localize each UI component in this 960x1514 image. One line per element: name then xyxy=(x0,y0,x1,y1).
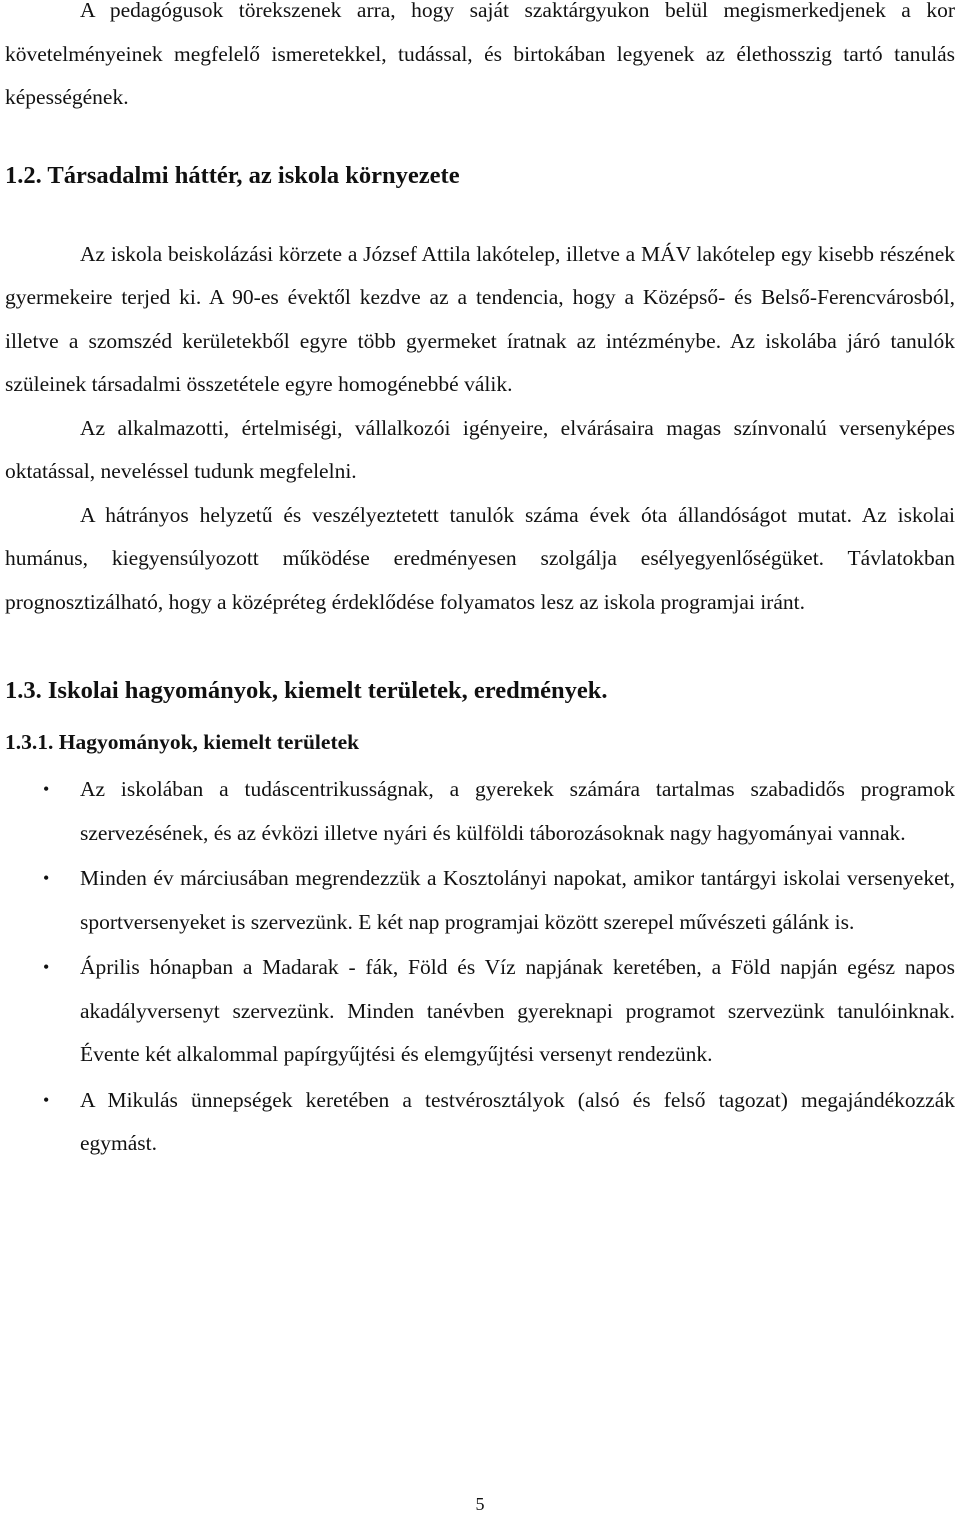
document-page xyxy=(5,0,955,1166)
section-1-2-paragraph-2: Az alkalmazotti, értelmiségi, vállalkozói igényeire, elvárásaira magas színvonalú versenyképes oktatással, neveléssel tudunk megfelelni. xyxy=(5,415,955,483)
list-item xyxy=(5,857,955,944)
intro-paragraph: A pedagógusok törekszenek arra, hogy saját szaktárgyukon belül megismerkedjenek a kor követelményeinek megfelelő ismeretekkel, tudással, és birtokában legyenek az élethosszig tartó tanulás képességének. xyxy=(5,0,955,109)
list-item xyxy=(5,1079,955,1166)
section-1-3-1-subheading: 1.3.1. Hagyományok, kiemelt területek xyxy=(5,730,360,754)
list-item xyxy=(5,946,955,1077)
bullet-icon: • xyxy=(43,957,50,977)
page-number: 5 xyxy=(475,1494,485,1514)
bullet-icon: • xyxy=(43,779,50,799)
list-item-text: Április hónapban a Madarak - fák, Föld és Víz napjának keretében, a Föld napján egész napos akadályversenyt szervezünk. Minden tanévben gyereknapi programot szervezünk tanulóinknak. Évente két alkalommal papírgyűjtési és elemgyűjtési versenyt rendezünk. xyxy=(80,955,955,1066)
bullet-icon: • xyxy=(43,1089,50,1110)
list-item-text: Az iskolában a tudáscentrikusságnak, a gyerekek számára tartalmas szabadidős programok szervezésének, és az évközi illetve nyári és külföldi táborozásoknak nagy hagyományai vannak. xyxy=(80,777,955,845)
section-1-2-paragraph-3: A hátrányos helyzetű és veszélyeztetett tanulók száma évek óta állandóságot mutat. Az iskolai humánus, kiegyensúlyozott működése eredményesen szolgálja esélyegyenlőségüket. Távlatokban prognosztizálható, hogy a középréteg érdeklődése folyamatos lesz az iskola programjai iránt. xyxy=(5,502,955,614)
traditions-list xyxy=(5,768,955,1166)
bullet-icon: • xyxy=(43,868,50,888)
list-item-text: A Mikulás ünnepségek keretében a testvérosztályok (alsó és felső tagozat) megajándékozzák egymást. xyxy=(80,1087,955,1155)
list-item xyxy=(5,768,955,855)
section-1-3-heading: 1.3. Iskolai hagyományok, kiemelt területek, eredmények. xyxy=(5,677,608,704)
section-1-2-heading: 1.2. Társadalmi háttér, az iskola környezete xyxy=(5,161,460,189)
list-item-text: Minden év márciusában megrendezzük a Kosztolányi napokat, amikor tantárgyi iskolai versenyeket, sportversenyeket is szervezünk. E két nap programjai között szerepel művészeti gálánk is. xyxy=(80,866,955,934)
section-1-2-paragraph-1: Az iskola beiskolázási körzete a József Attila lakótelep, illetve a MÁV lakótelep egy kisebb részének gyermekeire terjed ki. A 90-es évektől kezdve az a tendencia, hogy a Középső- és Belső-Ferencvárosból, illetve a szomszéd kerületekből egyre több gyermeket íratnak az intézménybe. Az iskolába járó tanulók szüleinek társadalmi összetétele egyre homogénebbé válik. xyxy=(5,241,955,396)
